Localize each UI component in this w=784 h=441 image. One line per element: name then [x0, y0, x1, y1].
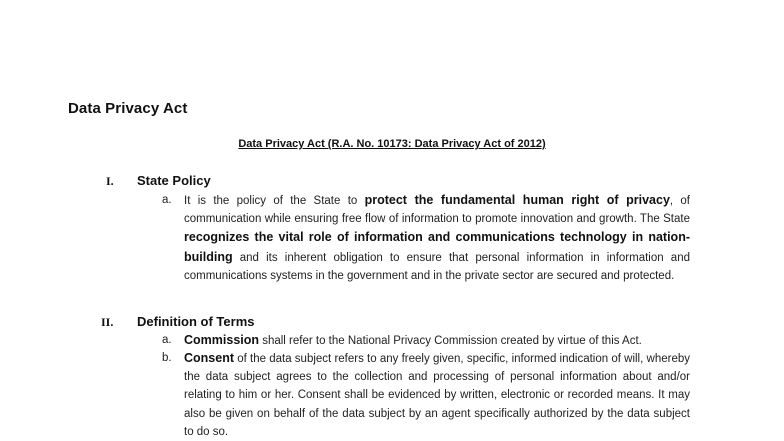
body-text: It is the policy of the State to	[184, 195, 365, 207]
section-heading-state-policy: State Policy	[137, 173, 211, 188]
emphasis-text: Consent	[184, 351, 234, 365]
body-text: shall refer to the National Privacy Commission created by virtue of this Act.	[259, 335, 642, 347]
document-title: Data Privacy Act	[68, 100, 188, 117]
list-marker: a.	[162, 194, 172, 206]
list-item	[162, 349, 690, 441]
body-text: and its inherent obligation to ensure that personal information in information and communications systems in the government and in the private sector are secured and protected.	[184, 251, 690, 282]
list-item	[162, 191, 691, 285]
emphasis-text: recognizes the vital role of information and communications technology in nation-building	[184, 230, 690, 264]
list-item-text	[184, 331, 690, 350]
section-numeral: II.	[101, 315, 114, 329]
body-text: , of communication while ensuring free flow of information to promote innovation and growth. The State	[184, 195, 691, 226]
body-text: of the data subject refers to any freely given, specific, informed indication of will, whereby the data subject agrees to the collection and processing of personal information about and/or relating to him or her. Consent shall be evidenced by written, electronic or recorded means. It may also be given on behalf of the data subject by an agent specifically authorized by the data subject to do so.	[184, 353, 690, 438]
document-subtitle: Data Privacy Act (R.A. No. 10173: Data Privacy Act of 2012)	[238, 138, 546, 150]
list-item	[162, 331, 690, 350]
list-marker: a.	[162, 334, 172, 346]
section-numeral: I.	[106, 174, 114, 188]
list-marker: b.	[162, 352, 172, 364]
section-heading-definition-of-terms: Definition of Terms	[137, 314, 255, 329]
list-item-text	[184, 191, 690, 285]
list-item-text	[184, 349, 690, 441]
emphasis-text: protect the fundamental human right of privacy	[364, 193, 670, 207]
emphasis-text: Commission	[184, 333, 260, 347]
